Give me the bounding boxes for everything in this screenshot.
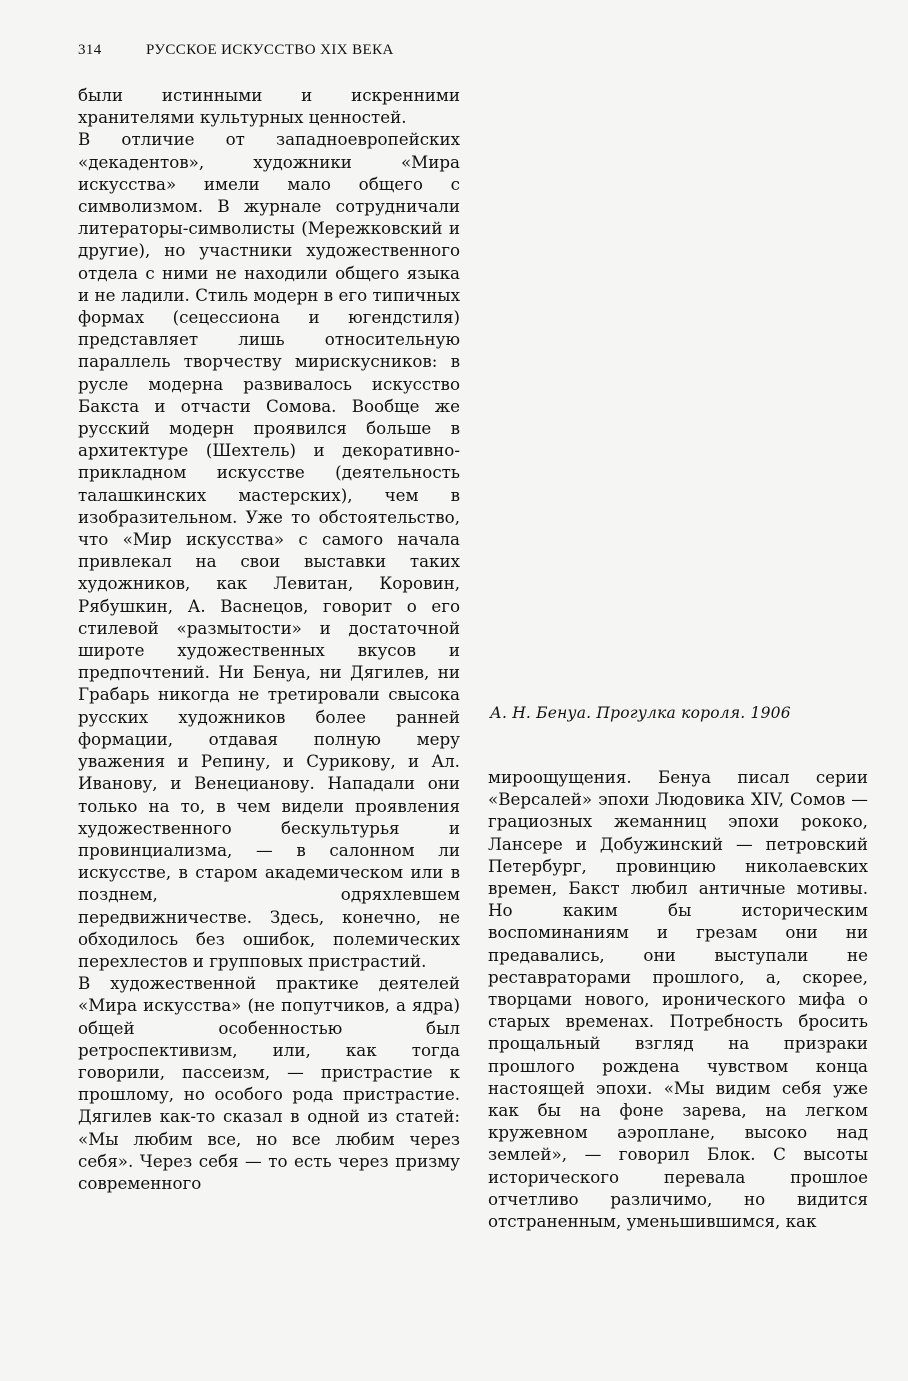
right-text-column — [488, 766, 868, 1232]
page-number: 314 — [78, 42, 102, 58]
paragraph: мироощущения. Бенуа писал серии «Версалей» эпохи Людовика XIV, Сомов — грациозных жеманниц эпохи рококо, Лансере и Добужинский — петровский Петербург, провинцию николаевских времен, Бакст любил античные мотивы. Но каким бы историческим воспоминаниям и грезам они ни предавались, они выступали не реставраторами прошлого, а, скорее, творцами нового, иронического мифа о старых временах. Потребность бросить прощальный взгляд на призраки прошлого рождена чувством конца настоящей эпохи. «Мы видим себя уже как бы на фоне зарева, на легком кружевном аэроплане, высоко над землей», — говорил Блок. С высоты исторического перевала прошлое отчетливо различимо, но видится отстраненным, уменьшившимся, как — [488, 767, 868, 1232]
figure-caption: А. Н. Бенуа. Прогулка короля. 1906 — [490, 704, 791, 722]
paragraph: В художественной практике деятелей «Мира искусства» (не попутчиков, а ядра) общей особенностью был ретроспективизм, или, как тогда говорили, пассеизм, — пристрастие к прошлому, но особого рода пристрастие. Дягилев как-то сказал в одной из статей: «Мы любим все, но все любим через себя». Через себя — то есть через призму современного — [78, 973, 460, 1193]
paragraph: В отличие от западноевропейских «декадентов», художники «Мира искусства» имели мало общего с символизмом. В журнале сотрудничали литераторы-символисты (Мережковский и другие), но участники художественного отдела с ними не находили общего языка и не ладили. Стиль модерн в его типичных формах (сецессиона и югендстиля) представляет лишь относительную параллель творчеству мирискусников: в русле модерна развивалось искусство Бакста и отчасти Сомова. Вообще же русский модерн проявился больше в архитектуре (Шехтель) и декоративно-прикладном искусстве (деятельность талашкинских мастерских), чем в изобразительном. Уже то обстоятельство, что «Мир искусства» с самого начала привлекал на свои выставки таких художников, как Левитан, Коровин, Рябушкин, А. Васнецов, говорит о его стилевой «размытости» и достаточной широте художественных вкусов и предпочтений. Ни Бенуа, ни Дягилев, ни Грабарь никогда не третировали свысока русских художников более ранней формации, отдавая полную меру уважения и Репину, и Сурикову, и Ал. Иванову, и Венецианову. Нападали они только на то, в чем видели проявления художественного бескультурья и провинциализма, — в салонном ли искусстве, в старом академическом или в позднем, одряхлевшем передвижничестве. Здесь, конечно, не обходилось без ошибок, полемических перехлестов и групповых пристрастий. — [78, 129, 460, 971]
left-text-column — [78, 84, 460, 1194]
running-title: РУССКОЕ ИСКУССТВО XIX ВЕКА — [146, 42, 394, 58]
illustration-placeholder — [488, 84, 868, 684]
page-header — [78, 42, 478, 64]
paragraph: были истинными и искренними хранителями культурных ценностей. — [78, 85, 460, 128]
